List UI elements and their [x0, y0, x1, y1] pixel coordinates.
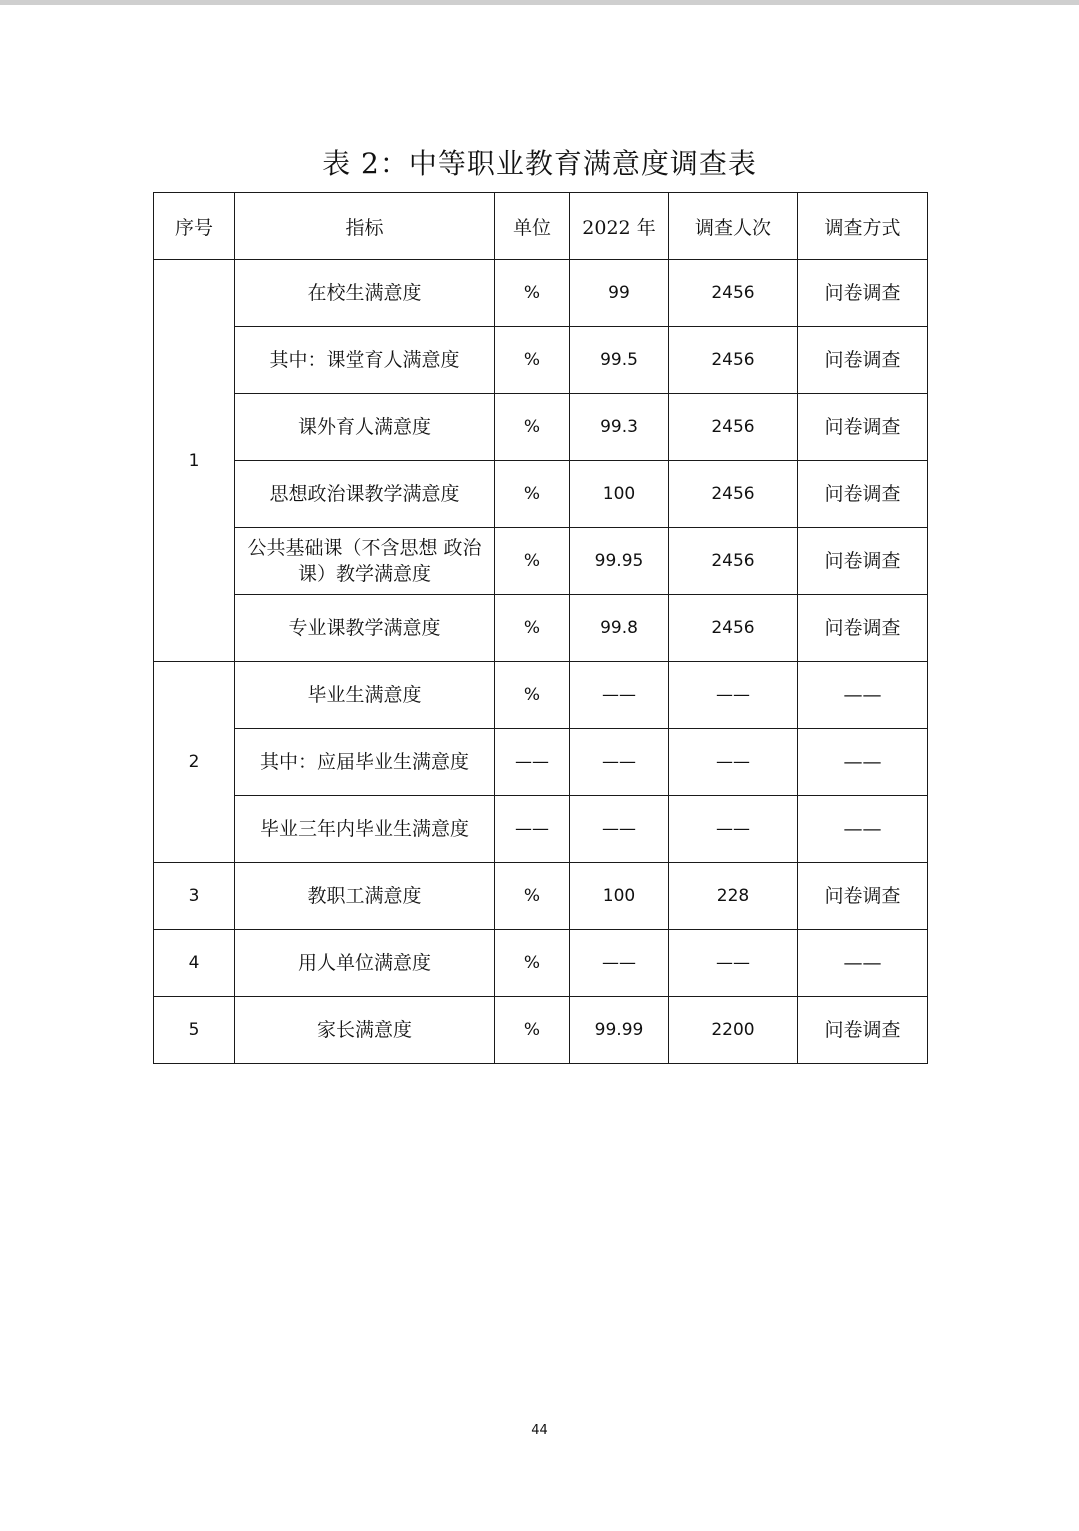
count-cell: 228	[669, 863, 798, 930]
indicator-cell: 用人单位满意度	[235, 930, 495, 997]
seq-cell: 5	[154, 997, 235, 1064]
value-cell: 99.8	[570, 595, 669, 662]
unit-cell: %	[495, 461, 570, 528]
count-cell: 2200	[669, 997, 798, 1064]
indicator-cell: 专业课教学满意度	[235, 595, 495, 662]
value-cell: 99.3	[570, 394, 669, 461]
count-cell: 2456	[669, 528, 798, 595]
count-cell: 2456	[669, 595, 798, 662]
value-cell: 99	[570, 260, 669, 327]
table-row	[154, 930, 928, 997]
method-cell: 问卷调查	[798, 528, 928, 595]
unit-cell: %	[495, 528, 570, 595]
method-cell: 问卷调查	[798, 863, 928, 930]
method-cell: ——	[798, 729, 928, 796]
value-cell: 99.99	[570, 997, 669, 1064]
method-cell: ——	[798, 662, 928, 729]
method-cell: 问卷调查	[798, 997, 928, 1064]
method-cell: 问卷调查	[798, 595, 928, 662]
value-cell: 100	[570, 461, 669, 528]
count-cell: ——	[669, 930, 798, 997]
unit-cell: %	[495, 595, 570, 662]
unit-cell: ——	[495, 796, 570, 863]
table-row	[154, 394, 928, 461]
table-row	[154, 796, 928, 863]
method-cell: 问卷调查	[798, 461, 928, 528]
unit-cell: %	[495, 997, 570, 1064]
seq-cell: 3	[154, 863, 235, 930]
value-cell: 99.5	[570, 327, 669, 394]
table-row	[154, 461, 928, 528]
page-number: 44	[531, 1423, 548, 1438]
indicator-cell: 毕业三年内毕业生满意度	[235, 796, 495, 863]
header-seq: 序号	[154, 193, 235, 260]
unit-cell: %	[495, 930, 570, 997]
method-cell: ——	[798, 796, 928, 863]
scan-top-border	[0, 0, 1079, 5]
count-cell: 2456	[669, 260, 798, 327]
indicator-cell: 毕业生满意度	[235, 662, 495, 729]
unit-cell: %	[495, 662, 570, 729]
indicator-cell: 在校生满意度	[235, 260, 495, 327]
count-cell: 2456	[669, 394, 798, 461]
value-cell: ——	[570, 930, 669, 997]
unit-cell: %	[495, 327, 570, 394]
count-cell: ——	[669, 662, 798, 729]
table-row	[154, 729, 928, 796]
satisfaction-survey-table	[153, 192, 928, 1064]
indicator-cell: 思想政治课教学满意度	[235, 461, 495, 528]
indicator-cell: 课外育人满意度	[235, 394, 495, 461]
indicator-cell: 家长满意度	[235, 997, 495, 1064]
value-cell: ——	[570, 729, 669, 796]
table-row	[154, 327, 928, 394]
header-unit: 单位	[495, 193, 570, 260]
table-row	[154, 260, 928, 327]
method-cell: 问卷调查	[798, 327, 928, 394]
seq-cell: 4	[154, 930, 235, 997]
unit-cell: %	[495, 394, 570, 461]
value-cell: 99.95	[570, 528, 669, 595]
header-year: 2022 年	[570, 193, 669, 260]
value-cell: 100	[570, 863, 669, 930]
table-row	[154, 528, 928, 595]
header-count: 调查人次	[669, 193, 798, 260]
unit-cell: ——	[495, 729, 570, 796]
count-cell: 2456	[669, 461, 798, 528]
seq-cell: 1	[154, 260, 235, 662]
value-cell: ——	[570, 796, 669, 863]
indicator-cell: 公共基础课（不含思想 政治课）教学满意度	[235, 528, 495, 595]
value-cell: ——	[570, 662, 669, 729]
method-cell: 问卷调查	[798, 394, 928, 461]
header-method: 调查方式	[798, 193, 928, 260]
count-cell: 2456	[669, 327, 798, 394]
method-cell: ——	[798, 930, 928, 997]
seq-cell: 2	[154, 662, 235, 863]
table-row	[154, 662, 928, 729]
count-cell: ——	[669, 729, 798, 796]
unit-cell: %	[495, 260, 570, 327]
unit-cell: %	[495, 863, 570, 930]
header-row	[154, 193, 928, 260]
table-row	[154, 863, 928, 930]
indicator-cell: 教职工满意度	[235, 863, 495, 930]
indicator-cell: 其中：应届毕业生满意度	[235, 729, 495, 796]
table-row	[154, 595, 928, 662]
table-title: 表 2：中等职业教育满意度调查表	[322, 147, 757, 180]
count-cell: ——	[669, 796, 798, 863]
indicator-cell: 其中：课堂育人满意度	[235, 327, 495, 394]
table-row	[154, 997, 928, 1064]
header-indicator: 指标	[235, 193, 495, 260]
method-cell: 问卷调查	[798, 260, 928, 327]
